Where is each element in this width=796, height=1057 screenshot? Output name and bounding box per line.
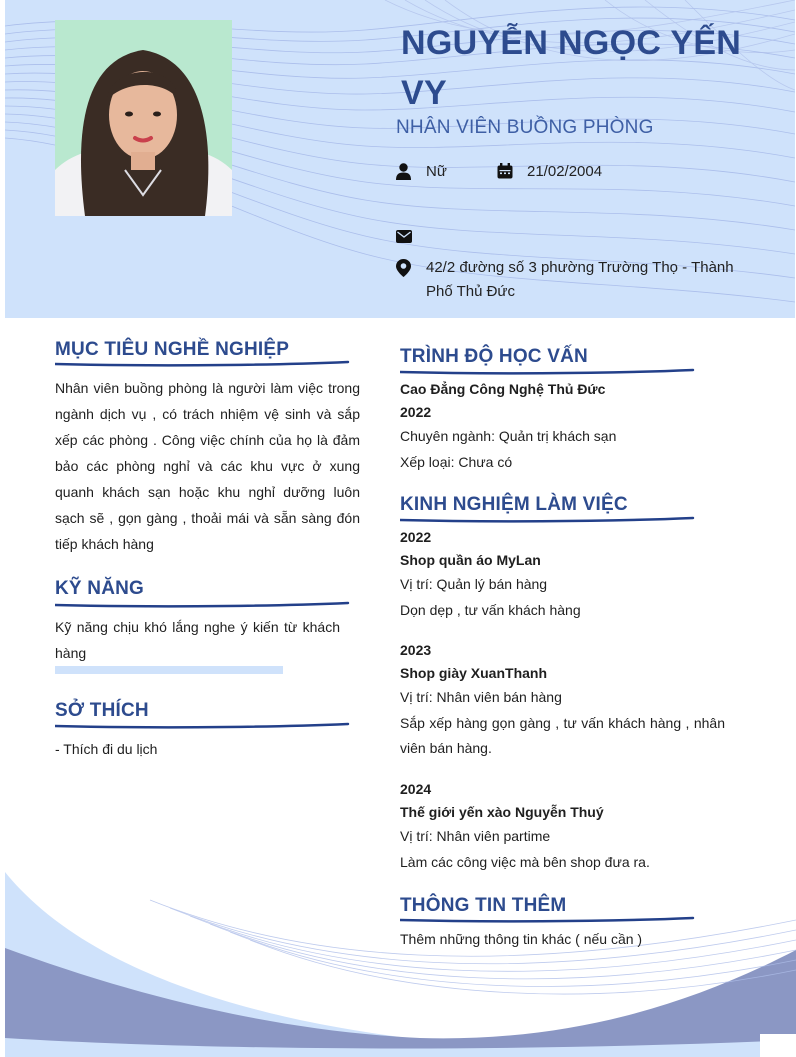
hobbies-title-underline [55, 722, 350, 730]
experience-title: KINH NGHIỆM LÀM VIỆC [400, 494, 628, 515]
experience-description: Sắp xếp hàng gọn gàng , tư vấn khách hàng , nhân viên bán hàng. [400, 714, 725, 756]
profile-photo [55, 20, 232, 216]
experience-year: 2022 [400, 529, 432, 545]
gender-value: Nữ [426, 163, 447, 180]
envelope-icon [396, 224, 426, 251]
extra-info-title: THÔNG TIN THÊM [400, 895, 567, 916]
experience-year: 2023 [400, 642, 432, 658]
hobbies-text: - Thích đi du lịch [55, 741, 158, 757]
experience-position: Vị trí: Nhân viên partime [400, 828, 551, 844]
education-rank: Xếp loại: Chưa có [400, 453, 513, 470]
calendar-icon [497, 160, 527, 187]
experience-entry [400, 639, 725, 762]
user-icon [396, 160, 426, 188]
education-year: 2022 [400, 404, 432, 420]
skill-level-bar [55, 666, 283, 674]
hobbies-title: SỞ THÍCH [55, 700, 149, 721]
experience-company: Shop quần áo MyLan [400, 552, 541, 568]
address-row [396, 256, 756, 304]
extra-info-title-underline [400, 916, 695, 924]
experience-company: Thế giới yến xào Nguyễn Thuý [400, 804, 604, 820]
education-school: Cao Đẳng Công Nghệ Thủ Đức [400, 381, 606, 397]
address-value: 42/2 đường số 3 phường Trường Thọ - Thành Phố Thủ Đức [426, 259, 734, 300]
skills-title-underline [55, 601, 350, 609]
footer-wave-decoration [0, 860, 796, 1057]
objective-text: Nhân viên buồng phòng là người làm việc trong ngành dịch vụ , có trách nhiệm vệ sinh và sắp xếp các phòng . Công việc chính của họ là đảm bảo các phòng nghỉ và các khu vực ở xung quanh khách sạn hoặc khu nghỉ dưỡng luôn sạch sẽ , gọn gàng , thoải mái và sẵn sàng đón tiếp khách hàng [55, 380, 360, 552]
experience-title-underline [400, 516, 695, 524]
dob-row [497, 160, 602, 187]
experience-description: Làm các công việc mà bên shop đưa ra. [400, 853, 650, 870]
skills-text: Kỹ năng chịu khó lắng nghe ý kiến từ khách hàng [55, 619, 340, 661]
objective-title-underline [55, 360, 350, 368]
experience-entry [400, 526, 730, 623]
experience-description: Dọn dẹp , tư vấn khách hàng [400, 601, 581, 618]
experience-entry [400, 778, 730, 875]
experience-company: Shop giày XuanThanh [400, 665, 548, 681]
gender-row [396, 160, 447, 188]
skills-title: KỸ NĂNG [55, 578, 145, 599]
email-row [396, 224, 426, 251]
job-title: NHÂN VIÊN BUỒNG PHÒNG [396, 117, 654, 138]
education-title-underline [400, 368, 695, 376]
education-title: TRÌNH ĐỘ HỌC VẤN [400, 346, 588, 367]
objective-title: MỤC TIÊU NGHỀ NGHIỆP [55, 339, 290, 360]
extra-info-text: Thêm những thông tin khác ( nếu cần ) [400, 931, 643, 947]
candidate-name: NGUYỄN NGỌC YẾN VY [401, 24, 742, 112]
dob-value: 21/02/2004 [527, 163, 603, 180]
map-pin-icon [396, 256, 426, 285]
experience-position: Vị trí: Quản lý bán hàng [400, 576, 548, 592]
education-block [400, 378, 730, 475]
experience-position: Vị trí: Nhân viên bán hàng [400, 689, 562, 705]
experience-year: 2024 [400, 781, 432, 797]
education-major: Chuyên ngành: Quản trị khách sạn [400, 428, 617, 444]
